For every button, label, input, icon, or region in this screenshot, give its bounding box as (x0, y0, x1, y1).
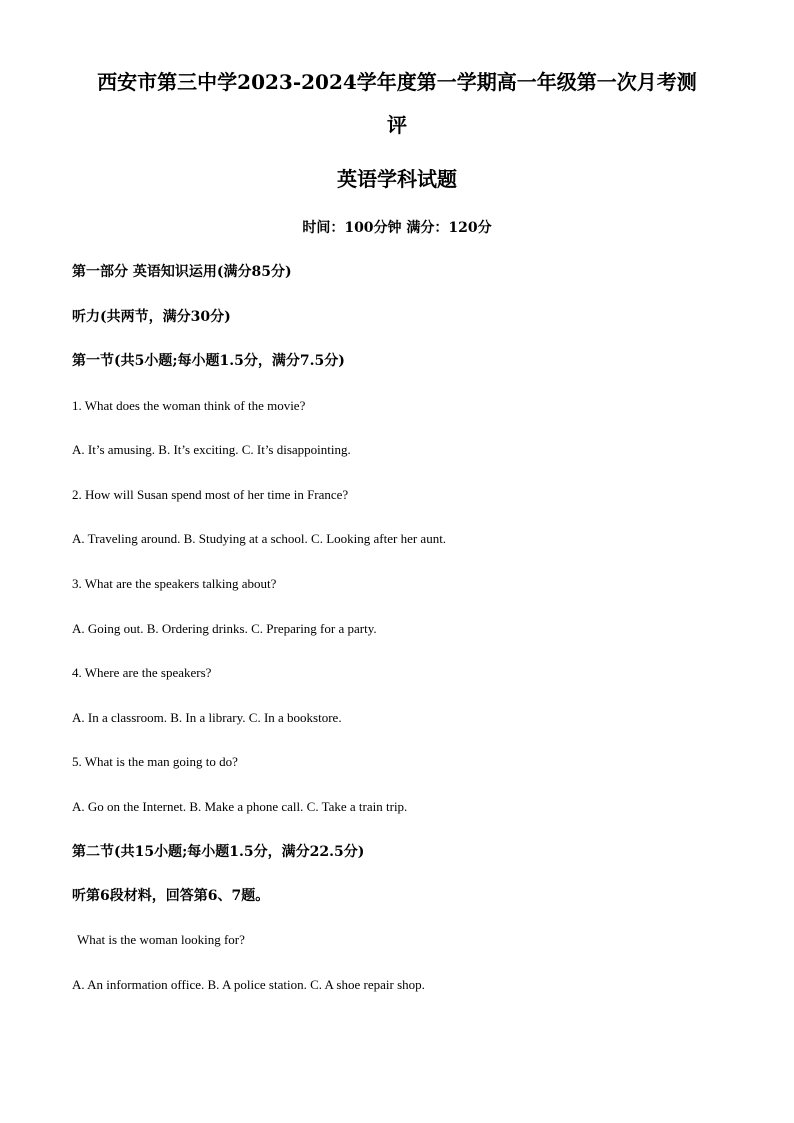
question-5: 5. What is the man going to do? (72, 754, 238, 769)
options-4: A. In a classroom. B. In a library. C. In a bookstore. (72, 710, 342, 725)
question-2: 2. How will Susan spend most of her time in France? (72, 487, 349, 502)
section2-heading: 第二节(共15小题;每小题1.5分，满分22.5分) (72, 844, 365, 860)
question-1: 1. What does the woman think of the movie? (72, 398, 306, 413)
section1-heading: 第一节(共5小题;每小题1.5分，满分7.5分) (72, 353, 345, 369)
question-3: 3. What are the speakers talking about? (72, 576, 277, 591)
question-4: 4. Where are the speakers? (72, 665, 212, 680)
subject-title: 英语学科试题 (337, 167, 457, 191)
exam-title-line1: 西安市第三中学2023-2024学年度第一学期高一年级第一次月考测 (97, 70, 697, 94)
question-6: What is the woman looking for? (77, 932, 245, 947)
options-2: A. Traveling around. B. Studying at a school. C. Looking after her aunt. (72, 531, 447, 546)
options-5: A. Go on the Internet. B. Make a phone call. C. Take a train trip. (72, 799, 408, 814)
options-3: A. Going out. B. Ordering drinks. C. Preparing for a party. (72, 621, 377, 636)
part1-heading: 第一部分 英语知识运用(满分85分) (72, 264, 292, 280)
instruction-6: 听第6段材料，回答第6、7题。 (72, 888, 270, 904)
options-6: A. An information office. B. A police station. C. A shoe repair shop. (72, 977, 425, 992)
exam-title-line2: 评 (387, 113, 407, 137)
listening-heading: 听力(共两节，满分30分) (72, 309, 231, 325)
time-and-score: 时间：100分钟 满分：120分 (302, 220, 492, 236)
options-1: A. It’s amusing. B. It’s exciting. C. It’s disappointing. (72, 442, 351, 457)
